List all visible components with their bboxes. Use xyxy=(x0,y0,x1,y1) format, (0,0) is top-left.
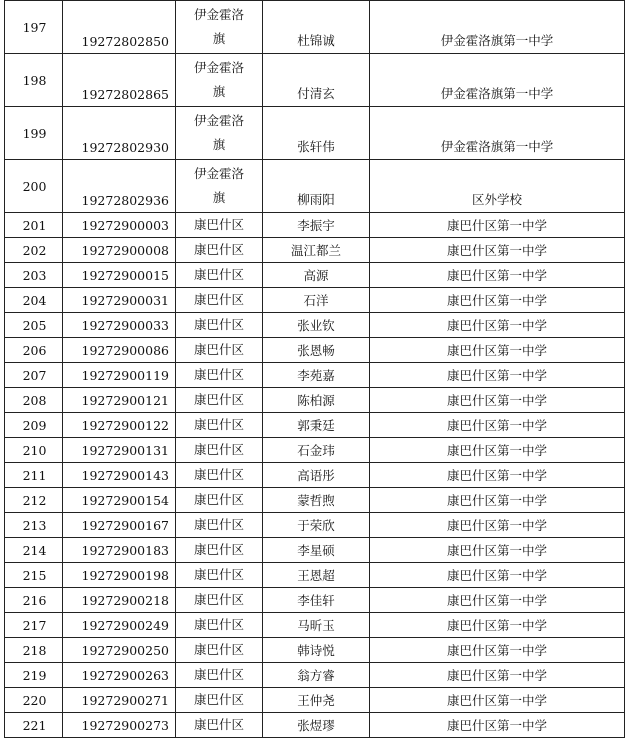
table-row xyxy=(5,263,625,288)
school-cell: 伊金霍洛旗第一中学 xyxy=(370,54,625,107)
student-name-cell: 杜锦诚 xyxy=(263,1,370,54)
row-number-cell: 213 xyxy=(5,513,63,538)
exam-id-cell: 19272802865 xyxy=(63,54,176,107)
school-cell: 康巴什区第一中学 xyxy=(370,213,625,238)
school-cell: 康巴什区第一中学 xyxy=(370,663,625,688)
exam-id-cell: 19272900271 xyxy=(63,688,176,713)
school-cell: 康巴什区第一中学 xyxy=(370,438,625,463)
school-cell: 康巴什区第一中学 xyxy=(370,688,625,713)
region-cell: 康巴什区 xyxy=(176,663,263,688)
row-number-cell: 210 xyxy=(5,438,63,463)
table-row xyxy=(5,513,625,538)
student-name-cell: 付清玄 xyxy=(263,54,370,107)
school-cell: 康巴什区第一中学 xyxy=(370,513,625,538)
student-name-cell: 石金玮 xyxy=(263,438,370,463)
region-line-1: 伊金霍洛 xyxy=(193,60,244,75)
student-name-cell: 翁方睿 xyxy=(263,663,370,688)
school-cell: 区外学校 xyxy=(370,160,625,213)
exam-id-cell: 19272802930 xyxy=(63,107,176,160)
school-cell: 康巴什区第一中学 xyxy=(370,488,625,513)
student-name-cell: 郭秉廷 xyxy=(263,413,370,438)
table-row xyxy=(5,688,625,713)
school-cell: 康巴什区第一中学 xyxy=(370,313,625,338)
exam-id-cell: 19272900198 xyxy=(63,563,176,588)
exam-id-cell: 19272900143 xyxy=(63,463,176,488)
student-list-table xyxy=(4,0,625,738)
region-cell: 康巴什区 xyxy=(176,588,263,613)
school-cell: 康巴什区第一中学 xyxy=(370,638,625,663)
row-number-cell: 214 xyxy=(5,538,63,563)
student-name-cell: 陈柏源 xyxy=(263,388,370,413)
region-cell: 康巴什区 xyxy=(176,313,263,338)
exam-id-cell: 19272900263 xyxy=(63,663,176,688)
table-body xyxy=(5,1,625,738)
region-line-1: 伊金霍洛 xyxy=(193,166,244,181)
row-number-cell: 203 xyxy=(5,263,63,288)
student-name-cell: 温江都兰 xyxy=(263,238,370,263)
row-number-cell: 197 xyxy=(5,1,63,54)
student-name-cell: 张轩伟 xyxy=(263,107,370,160)
row-number-cell: 219 xyxy=(5,663,63,688)
row-number-cell: 208 xyxy=(5,388,63,413)
student-name-cell: 柳雨阳 xyxy=(263,160,370,213)
region-cell xyxy=(176,54,263,107)
table-row xyxy=(5,613,625,638)
region-cell: 康巴什区 xyxy=(176,288,263,313)
school-cell: 伊金霍洛旗第一中学 xyxy=(370,1,625,54)
student-name-cell: 李苑嘉 xyxy=(263,363,370,388)
exam-id-cell: 19272900015 xyxy=(63,263,176,288)
row-number-cell: 221 xyxy=(5,713,63,738)
region-line-2: 旗 xyxy=(212,137,226,152)
region-cell: 康巴什区 xyxy=(176,463,263,488)
row-number-cell: 200 xyxy=(5,160,63,213)
exam-id-cell: 19272802850 xyxy=(63,1,176,54)
table-row xyxy=(5,438,625,463)
table-row xyxy=(5,638,625,663)
exam-id-cell: 19272900183 xyxy=(63,538,176,563)
exam-id-cell: 19272900250 xyxy=(63,638,176,663)
exam-id-cell: 19272802936 xyxy=(63,160,176,213)
region-cell: 康巴什区 xyxy=(176,488,263,513)
school-cell: 康巴什区第一中学 xyxy=(370,263,625,288)
student-name-cell: 蒙哲煦 xyxy=(263,488,370,513)
school-cell: 康巴什区第一中学 xyxy=(370,338,625,363)
row-number-cell: 207 xyxy=(5,363,63,388)
region-cell: 康巴什区 xyxy=(176,413,263,438)
table-row xyxy=(5,663,625,688)
school-cell: 康巴什区第一中学 xyxy=(370,613,625,638)
exam-id-cell: 19272900249 xyxy=(63,613,176,638)
student-name-cell: 马昕玉 xyxy=(263,613,370,638)
exam-id-cell: 19272900218 xyxy=(63,588,176,613)
table-row xyxy=(5,388,625,413)
table-row xyxy=(5,363,625,388)
region-cell: 康巴什区 xyxy=(176,338,263,363)
region-cell: 康巴什区 xyxy=(176,438,263,463)
row-number-cell: 205 xyxy=(5,313,63,338)
exam-id-cell: 19272900121 xyxy=(63,388,176,413)
region-cell: 康巴什区 xyxy=(176,638,263,663)
row-number-cell: 199 xyxy=(5,107,63,160)
region-cell xyxy=(176,107,263,160)
table-row xyxy=(5,538,625,563)
region-line-1: 伊金霍洛 xyxy=(193,113,244,128)
table-row xyxy=(5,288,625,313)
table-row xyxy=(5,588,625,613)
region-cell xyxy=(176,160,263,213)
region-cell: 康巴什区 xyxy=(176,363,263,388)
school-cell: 康巴什区第一中学 xyxy=(370,388,625,413)
student-name-cell: 高源 xyxy=(263,263,370,288)
row-number-cell: 217 xyxy=(5,613,63,638)
school-cell: 康巴什区第一中学 xyxy=(370,413,625,438)
school-cell: 伊金霍洛旗第一中学 xyxy=(370,107,625,160)
student-name-cell: 王恩超 xyxy=(263,563,370,588)
exam-id-cell: 19272900086 xyxy=(63,338,176,363)
table-row xyxy=(5,107,625,160)
row-number-cell: 215 xyxy=(5,563,63,588)
exam-id-cell: 19272900119 xyxy=(63,363,176,388)
row-number-cell: 198 xyxy=(5,54,63,107)
region-cell: 康巴什区 xyxy=(176,563,263,588)
row-number-cell: 202 xyxy=(5,238,63,263)
row-number-cell: 209 xyxy=(5,413,63,438)
exam-id-cell: 19272900031 xyxy=(63,288,176,313)
table-row xyxy=(5,713,625,738)
table-row xyxy=(5,563,625,588)
table-row xyxy=(5,463,625,488)
row-number-cell: 220 xyxy=(5,688,63,713)
student-name-cell: 石洋 xyxy=(263,288,370,313)
region-cell: 康巴什区 xyxy=(176,688,263,713)
student-name-cell: 李振宇 xyxy=(263,213,370,238)
row-number-cell: 204 xyxy=(5,288,63,313)
exam-id-cell: 19272900154 xyxy=(63,488,176,513)
row-number-cell: 201 xyxy=(5,213,63,238)
row-number-cell: 212 xyxy=(5,488,63,513)
school-cell: 康巴什区第一中学 xyxy=(370,463,625,488)
student-name-cell: 高语彤 xyxy=(263,463,370,488)
region-cell: 康巴什区 xyxy=(176,538,263,563)
table-row xyxy=(5,338,625,363)
region-cell: 康巴什区 xyxy=(176,613,263,638)
table-row xyxy=(5,160,625,213)
student-name-cell: 王仲尧 xyxy=(263,688,370,713)
student-name-cell: 李佳轩 xyxy=(263,588,370,613)
student-name-cell: 张煜璆 xyxy=(263,713,370,738)
school-cell: 康巴什区第一中学 xyxy=(370,538,625,563)
table-row xyxy=(5,313,625,338)
student-name-cell: 于荣欣 xyxy=(263,513,370,538)
row-number-cell: 206 xyxy=(5,338,63,363)
region-line-2: 旗 xyxy=(212,31,226,46)
region-cell: 康巴什区 xyxy=(176,238,263,263)
school-cell: 康巴什区第一中学 xyxy=(370,713,625,738)
table-row xyxy=(5,54,625,107)
student-name-cell: 张恩畅 xyxy=(263,338,370,363)
exam-id-cell: 19272900273 xyxy=(63,713,176,738)
row-number-cell: 218 xyxy=(5,638,63,663)
school-cell: 康巴什区第一中学 xyxy=(370,363,625,388)
exam-id-cell: 19272900131 xyxy=(63,438,176,463)
region-cell: 康巴什区 xyxy=(176,263,263,288)
exam-id-cell: 19272900008 xyxy=(63,238,176,263)
school-cell: 康巴什区第一中学 xyxy=(370,563,625,588)
school-cell: 康巴什区第一中学 xyxy=(370,238,625,263)
region-line-2: 旗 xyxy=(212,84,226,99)
row-number-cell: 216 xyxy=(5,588,63,613)
row-number-cell: 211 xyxy=(5,463,63,488)
school-cell: 康巴什区第一中学 xyxy=(370,588,625,613)
region-cell: 康巴什区 xyxy=(176,713,263,738)
table-row xyxy=(5,1,625,54)
table-row xyxy=(5,238,625,263)
student-name-cell: 李星硕 xyxy=(263,538,370,563)
region-cell: 康巴什区 xyxy=(176,388,263,413)
table-row xyxy=(5,213,625,238)
exam-id-cell: 19272900167 xyxy=(63,513,176,538)
table-row xyxy=(5,488,625,513)
student-name-cell: 张业钦 xyxy=(263,313,370,338)
region-line-2: 旗 xyxy=(212,190,226,205)
student-name-cell: 韩诗悦 xyxy=(263,638,370,663)
region-cell: 康巴什区 xyxy=(176,513,263,538)
region-cell: 康巴什区 xyxy=(176,213,263,238)
region-line-1: 伊金霍洛 xyxy=(193,7,244,22)
region-cell xyxy=(176,1,263,54)
exam-id-cell: 19272900033 xyxy=(63,313,176,338)
exam-id-cell: 19272900003 xyxy=(63,213,176,238)
table-row xyxy=(5,413,625,438)
exam-id-cell: 19272900122 xyxy=(63,413,176,438)
school-cell: 康巴什区第一中学 xyxy=(370,288,625,313)
